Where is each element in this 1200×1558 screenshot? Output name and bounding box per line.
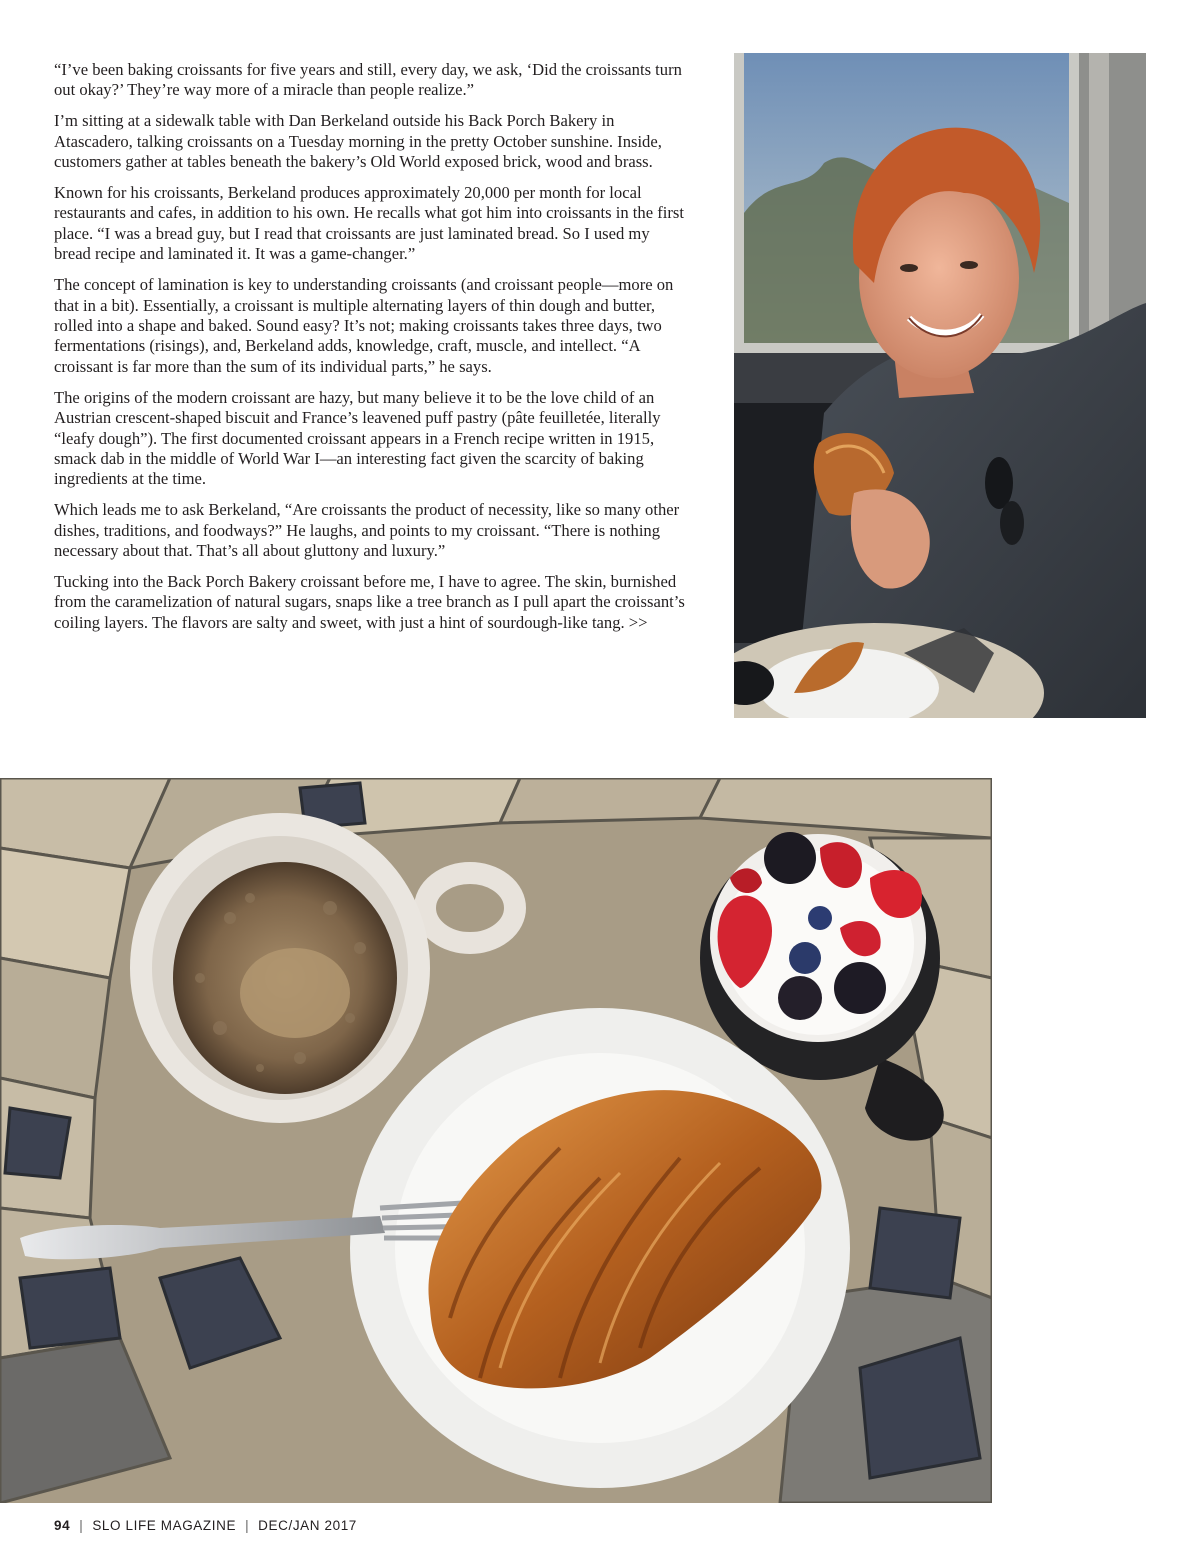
article-paragraph: The origins of the modern croissant are hazy, but many believe it to be the love child of an Austrian crescent-shaped biscuit and France’s leavened puff pastry (pâte feuilletée, literally “leafy dough”). The first documented croissant appears in a French recipe written in 1915, smack dab in the middle of World War I—an interesting fact given the scarcity of baking ingredients at the time. [54, 387, 661, 489]
article-paragraph: Tucking into the Back Porch Bakery croissant before me, I have to agree. The skin, burnished from the caramelization of natural sugars, snaps like a tree branch as I pull apart the croissant’s coiling layers. The flavors are salty and sweet, with just a hint of sourdough-like tang. >> [54, 571, 685, 632]
footer-separator: | [245, 1518, 250, 1533]
article-paragraph: Known for his croissants, Berkeland produces approximately 20,000 per month for local restaurants and cafes, in addition to his own. He recalls what got him into croissants in the first place. “I was a bread guy, but I read that croissants are just laminated bread. So I used my bread recipe and laminated it. It was a game-changer.” [54, 183, 684, 264]
issue-date: DEC/JAN 2017 [258, 1518, 357, 1533]
baker-portrait-illustration [734, 53, 1146, 718]
breakfast-illustration [0, 778, 992, 1503]
article-body [54, 60, 690, 644]
publication-name: SLO LIFE MAGAZINE [92, 1518, 237, 1533]
footer-separator: | [79, 1518, 84, 1533]
article-paragraph: The concept of lamination is key to understanding croissants (and croissant people—more on that in a bit). Essentially, a croissant is multiple alternating layers of thin dough and butter, rolled into a shape and baked. Sound easy? It’s not; making croissants takes three days, two fermentations (risings), and, Berkeland adds, knowledge, craft, muscle, and intellect. “A croissant is far more than the sum of its individual parts,” he says. [54, 275, 674, 376]
article-paragraph: I’m sitting at a sidewalk table with Dan Berkeland outside his Back Porch Bakery in Atascadero, talking croissants on a Tuesday morning in the pretty October sunshine. Inside, customers gather at tables beneath the bakery’s Old World exposed brick, wood and brass. [54, 111, 662, 172]
article-paragraph: Which leads me to ask Berkeland, “Are croissants the product of necessity, like so many other dishes, traditions, and foodways?” He laughs, and points to my croissant. “There is nothing necessary about that. That’s all about gluttony and luxury.” [54, 500, 680, 561]
croissant-breakfast-photo [0, 778, 992, 1503]
page-footer [54, 1518, 357, 1533]
article-paragraph: “I’ve been baking croissants for five years and still, every day, we ask, ‘Did the croissants turn out okay?’ They’re way more of a miracle than people realize.” [54, 60, 682, 100]
baker-portrait-photo [734, 53, 1146, 718]
page-number: 94 [54, 1518, 71, 1533]
